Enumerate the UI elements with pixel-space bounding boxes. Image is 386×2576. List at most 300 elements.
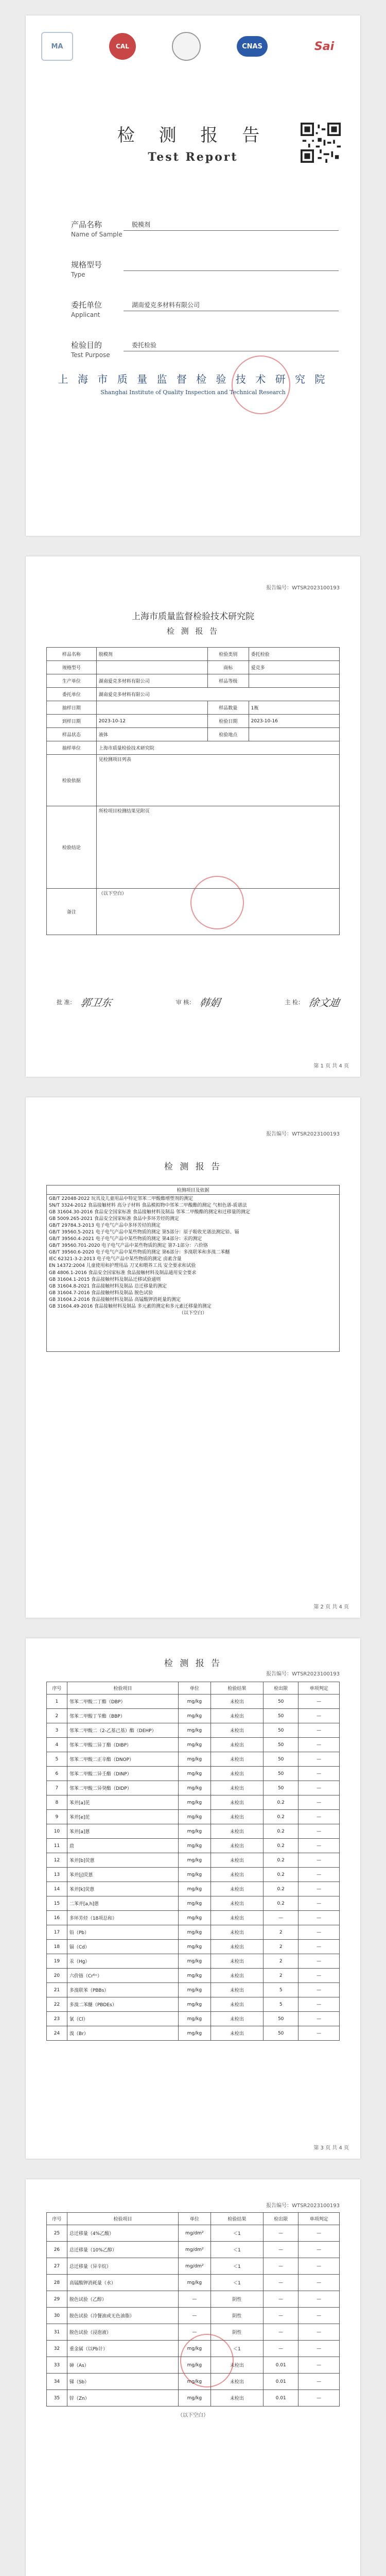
cover-org-en: Shanghai Institute of Quality Inspection and Technical Research [100,389,286,396]
table-row [47,2291,340,2308]
table-cell: 30 [47,2308,67,2324]
results-table-wrap [46,2212,340,2418]
qr-code-icon [301,123,341,163]
results-page-2 [26,2179,360,2576]
basis-table-wrap [46,1185,340,1352]
table-cell: mg/kg [179,1853,211,1868]
column-header: 检验结果 [210,2213,263,2225]
table-cell: 未检出 [210,1781,263,1795]
basis-line: GB 31604.2-2016 食品接触材料及制品 高锰酸钾消耗量的测定 [49,1297,181,1302]
table-cell: mg/kg [179,1709,211,1723]
table-cell: 2 [264,1954,299,1969]
report-number: 报告编号：WTSR2023100193 [266,2203,340,2209]
table-cell: 阴性 [210,2308,263,2324]
column-header: 单位 [179,2213,211,2225]
basis-line: EN 14372:2004 儿童使用和护理用品 刀叉和喂养工具 安全要求和试验 [49,1263,196,1269]
table-cell: 25 [47,2225,67,2242]
table-cell: 未检出 [210,1752,263,1767]
table-cell: 2 [264,1925,299,1940]
report-title: 检 测 报 告 [164,1162,222,1172]
table-cell: 高锰酸钾消耗量（水） [67,2275,178,2291]
table-row [47,2026,340,2041]
table-cell: 50 [264,2026,299,2041]
column-header: 检测项目及依据 [47,1185,340,1195]
table-cell: — [299,2357,340,2374]
table-cell: 20 [47,1969,67,1983]
table-cell: — [299,1911,340,1925]
table-cell: mg/kg [179,1997,211,2012]
table-cell: 多溴联苯（PBBs） [67,1983,178,1997]
table-cell: 砷（As） [67,2357,178,2374]
table-cell: ＜1 [210,2242,263,2258]
table-cell: 未检出 [210,2390,263,2406]
table-cell: 邻苯二甲酸二丁酯（DBP） [67,1694,178,1709]
cell-label: 备注 [47,889,97,935]
cnas-logo-text: CNAS [242,42,262,50]
table-cell: — [264,2242,299,2258]
basis-line: GB 31604.30-2016 食品安全国家标准 食品接触材料及制品 邻苯二甲酸酯的测定和迁移量的测定 [49,1210,250,1215]
table-cell: 0.2 [264,1868,299,1882]
table-cell: mg/kg [179,1940,211,1954]
basis-table [46,1185,340,1352]
table-row [47,688,340,701]
table-cell: 未检出 [210,1709,263,1723]
table-cell: ＜1 [210,2341,263,2357]
table-row [47,1868,340,1882]
table-row [47,1969,340,1983]
table-cell: mg/kg [179,1896,211,1911]
table-cell: 26 [47,2242,67,2258]
column-header: 检出限 [264,2213,299,2225]
cell-label: 抽样单位 [47,741,97,755]
table-row [47,648,340,661]
table-row [47,1767,340,1781]
table-cell: 21 [47,1983,67,1997]
cell-value: 1瓶 [249,701,339,715]
report-org-title: 上海市质量监督检验技术研究院 [132,612,254,622]
results-table-head [47,2213,340,2225]
table-row [47,2242,340,2258]
column-header: 序号 [47,2213,67,2225]
table-cell: 脱色试验（乙醇） [67,2291,178,2308]
basis-line: IEC 62321-3-2:2013 电子电气产品中某些物质的测定 卤素含量 [49,1257,182,1262]
report-number: 报告编号：WTSR2023100193 [266,1671,340,1677]
table-cell: 未检出 [210,2026,263,2041]
cell-label: 检验地点 [207,728,249,741]
cell-value: 液体 [96,728,207,741]
cell-value [249,674,339,688]
table-row [47,1997,340,2012]
table-cell: 50 [264,1723,299,1738]
table-cell: 5 [264,1997,299,2012]
cell-label: 生产单位 [47,674,97,688]
table-cell: 50 [264,1781,299,1795]
table-cell: 13 [47,1868,67,1882]
table-cell: 未检出 [210,1694,263,1709]
cell-label: 检验依据 [47,755,97,806]
table-cell: 脱色试验（冷餐油或无色油脂） [67,2308,178,2324]
page-number: 第 3 页 共 4 页 [313,2145,349,2151]
signature-role: 审 核： [176,998,195,1006]
inspection-stamp [190,876,244,929]
table-cell: mg/dm² [179,2258,211,2275]
table-cell: 0.2 [264,1810,299,1824]
table-cell: 溴（Br） [67,2026,178,2041]
results-table-wrap [46,1682,340,2041]
table-cell: 邻苯二甲酸二异丁酯（DIBP） [67,1738,178,1752]
table-cell: — [299,2341,340,2357]
table-row [47,1723,340,1738]
table-cell: 未检出 [210,1940,263,1954]
table-cell: 15 [47,1896,67,1911]
table-cell: 邻苯二甲酸二异癸酯（DIDP） [67,1781,178,1795]
table-cell: 2 [264,1969,299,1983]
table-row [47,1839,340,1853]
table-cell: — [264,2308,299,2324]
table-row [47,1853,340,1868]
basis-line: GB/T 39560.6-2020 电子电气产品中某些物质的测定 第6部分：多溴联苯和多溴二苯醚 [49,1250,230,1256]
table-cell: 5 [264,1983,299,1997]
cell-value: （以下空白） [96,889,339,935]
table-cell: 未检出 [210,1954,263,1969]
cell-label: 委托单位 [47,688,97,701]
table-cell: mg/kg [179,1954,211,1969]
table-cell: 未检出 [210,2374,263,2390]
table-cell: 0.2 [264,1882,299,1896]
table-cell: — [299,1868,340,1882]
table-cell: — [299,2291,340,2308]
column-header: 单项判定 [299,1682,340,1694]
table-cell: mg/kg [179,1694,211,1709]
cover-field-sample-name [71,219,339,259]
ma-logo-text: MA [51,42,63,50]
cell-label: 规格型号 [47,661,97,674]
table-cell: 总迁移量（异辛烷） [67,2258,178,2275]
table-cell: mg/kg [179,1839,211,1853]
table-cell: 多环芳烃（18项总和） [67,1911,178,1925]
basis-line: GB 31604.8-2021 食品接触材料及制品 总迁移量的测定 [49,1283,167,1289]
basis-cell [47,1195,340,1352]
cover-field-underline [124,230,339,231]
table-cell: 锑（Sb） [67,2374,178,2390]
table-header-row [47,1185,340,1195]
cover-page [26,15,360,536]
cell-value [249,728,339,741]
table-cell: — [299,1853,340,1868]
signature-role: 批 准： [57,998,76,1006]
table-row [47,1911,340,1925]
table-row [47,1824,340,1839]
table-cell: 苯并[k]荧蒽 [67,1882,178,1896]
table-cell: — [264,1911,299,1925]
table-cell: — [264,2341,299,2357]
table-row [47,674,340,688]
signature-inspect [285,994,340,1009]
signature-approve [57,994,112,1009]
signature-name: 徐文迪 [307,996,341,1009]
table-cell: — [299,1839,340,1853]
table-cell: 18 [47,1940,67,1954]
table-header-row [47,2213,340,2225]
table-cell: 2 [47,1709,67,1723]
table-row [47,1195,340,1352]
table-cell: mg/kg [179,2341,211,2357]
table-cell: 阴性 [210,2324,263,2341]
cell-value: 湖南爱克多材料有限公司 [96,688,339,701]
results-table [46,1682,340,2041]
table-cell: 铅（Pb） [67,1925,178,1940]
cell-label: 样品等级 [207,674,249,688]
table-row [47,1882,340,1896]
table-cell: 16 [47,1911,67,1925]
cover-organization [26,371,360,396]
table-row [47,728,340,741]
table-cell: 19 [47,1954,67,1969]
table-cell: — [299,1752,340,1767]
table-cell: — [299,1969,340,1983]
cell-value [96,661,207,674]
table-cell: mg/kg [179,1969,211,1983]
cover-field-label: 检验目的 [71,341,102,350]
table-cell: mg/kg [179,1911,211,1925]
cell-label: 样品状态 [47,728,97,741]
column-header: 检验项目 [67,2213,178,2225]
table-cell: — [299,2275,340,2291]
table-cell: 0.2 [264,1839,299,1853]
table-cell: — [264,2275,299,2291]
table-cell: — [299,2225,340,2242]
table-cell: 邻苯二甲酸二正辛酯（DNOP） [67,1752,178,1767]
cover-field-label-en: Type [71,271,85,278]
table-cell: 重金属（以Pb计） [67,2341,178,2357]
table-cell: 未检出 [210,1795,263,1810]
table-cell: — [299,1781,340,1795]
table-cell: 50 [264,1738,299,1752]
table-cell: mg/kg [179,2275,211,2291]
table-row [47,755,340,806]
cover-title-cn: 检 测 报 告 [117,125,269,146]
table-cell: mg/kg [179,1767,211,1781]
table-cell: 苯并[a]蒽 [67,1824,178,1839]
basis-line: GB/T 39560.5-2021 电子电气产品中某些物质的测定 第5部分：原子吸收光谱法测定铅、镉 [49,1230,239,1235]
table-cell: 29 [47,2291,67,2308]
cover-field-label: 规格型号 [71,260,102,269]
table-cell: 23 [47,2012,67,2026]
table-cell: 未检出 [210,1767,263,1781]
table-cell: — [299,1940,340,1954]
table-cell: — [264,2291,299,2308]
table-cell: 未检出 [210,1853,263,1868]
signature-name: 郭卫东 [79,996,113,1009]
table-cell: 5 [47,1752,67,1767]
table-cell: — [299,1810,340,1824]
table-cell: 锌（Zn） [67,2390,178,2406]
cover-field-label-en: Test Purpose [71,351,110,359]
basis-line: GB/T 39560.701-2020 电子电气产品中某些物质的测定 第7-1部分：六价铬 [49,1243,208,1249]
cell-label: 样品名称 [47,648,97,661]
table-cell: mg/dm² [179,2225,211,2242]
table-row [47,1896,340,1911]
table-cell: 3 [47,1723,67,1738]
table-header-row [47,1682,340,1694]
table-cell: — [179,2308,211,2324]
table-cell: 0.2 [264,1896,299,1911]
table-cell: 邻苯二甲酸丁苄酯（BBP） [67,1709,178,1723]
table-cell: 33 [47,2357,67,2374]
table-cell: 50 [264,2012,299,2026]
results-page-1 [26,1638,360,2159]
table-row [47,1795,340,1810]
table-cell: — [299,1997,340,2012]
basis-line: GB/T 22048-2022 玩具及儿童用品中特定邻苯二甲酸酯增塑剂的测定 [49,1196,194,1201]
column-header: 检验项目 [67,1682,178,1694]
table-cell: — [299,1723,340,1738]
table-cell: 苯并[e]芘 [67,1810,178,1824]
table-cell: — [299,2390,340,2406]
table-cell: 50 [264,1767,299,1781]
basis-line: SN/T 3324-2012 食品接触材料 高分子材料 食品模拟物中邻苯二甲酸酯的测定 气相色谱-质谱法 [49,1203,247,1209]
table-cell: 未检出 [210,1824,263,1839]
table-cell: 0.01 [264,2390,299,2406]
basis-line: GB 31604.7-2016 食品接触材料及制品 脱色试验 [49,1290,153,1296]
table-row [47,1954,340,1969]
table-cell: — [299,1738,340,1752]
table-cell: 24 [47,2026,67,2041]
sai-logo [304,33,345,60]
table-cell: mg/kg [179,1882,211,1896]
table-cell: mg/kg [179,1868,211,1882]
table-row [47,1694,340,1709]
table-cell: 总迁移量（10%乙醇） [67,2242,178,2258]
cell-label: 检验结论 [47,806,97,889]
table-cell: — [179,2291,211,2308]
table-cell: — [299,1709,340,1723]
column-header: 检验结果 [210,1682,263,1694]
cover-field-value: 湖南爱克多材料有限公司 [132,301,200,309]
table-cell: — [299,1954,340,1969]
results-table-body [47,1694,340,2041]
table-cell: 2 [264,1940,299,1954]
cover-field-label: 委托单位 [71,300,102,310]
table-cell: 未检出 [210,1723,263,1738]
table-cell: 未检出 [210,1839,263,1853]
table-cell: — [299,1795,340,1810]
results-table-head [47,1682,340,1694]
table-cell: 未检出 [210,1997,263,2012]
table-cell: — [179,2324,211,2341]
cell-value: 委托检验 [249,648,339,661]
table-cell: 未检出 [210,1738,263,1752]
table-cell: 17 [47,1925,67,1940]
report-title: 检 测 报 告 [164,1658,222,1669]
basis-table-body [47,1195,340,1352]
cover-org-cn: 上 海 市 质 量 监 督 检 验 技 术 研 究 院 [58,373,328,385]
table-cell: 34 [47,2374,67,2390]
table-cell: mg/kg [179,1752,211,1767]
table-cell: 镉（Cd） [67,1940,178,1954]
cell-label: 样品数量 [207,701,249,715]
ma-logo [41,32,73,61]
table-cell: — [299,1896,340,1911]
table-cell: mg/dm² [179,2242,211,2258]
table-cell: 11 [47,1839,67,1853]
table-cell: 10 [47,1824,67,1839]
table-cell: 0.2 [264,1824,299,1839]
table-cell: 䓛 [67,1839,178,1853]
table-cell: 28 [47,2275,67,2291]
basis-line: GB 5009.265-2021 食品安全国家标准 食品中多环芳烃的测定 [49,1216,179,1222]
table-cell: ＜1 [210,2275,263,2291]
table-row [47,741,340,755]
table-cell: — [299,2374,340,2390]
table-cell: mg/kg [179,2026,211,2041]
table-cell: mg/kg [179,1810,211,1824]
table-cell: — [299,2308,340,2324]
table-cell: 脱色试验（浸泡液） [67,2324,178,2341]
table-row [47,1810,340,1824]
table-cell: — [299,1925,340,1940]
cal-logo-text: CAL [116,43,129,50]
report-title: 检 测 报 告 [166,626,220,636]
table-cell: 0.01 [264,2357,299,2374]
signature-review [176,994,221,1009]
cell-label: 检验日期 [207,715,249,728]
table-cell: 未检出 [210,1882,263,1896]
table-cell: mg/kg [179,1983,211,1997]
table-cell: mg/kg [179,1925,211,1940]
signature-name: 韩娟 [198,996,222,1009]
table-row [47,1738,340,1752]
table-cell: 苯并[b]荧蒽 [67,1853,178,1868]
table-row [47,1940,340,1954]
table-cell: — [299,2026,340,2041]
table-cell: — [264,2258,299,2275]
column-header: 单位 [179,1682,211,1694]
table-row [47,806,340,889]
test-basis-page [26,1097,360,1618]
table-cell: 未检出 [210,2012,263,2026]
table-cell: 未检出 [210,1969,263,1983]
table-row [47,1781,340,1795]
basis-line: （以下空白） [179,1310,207,1316]
basis-line: GB/T 39560.4-2021 电子电气产品中某些物质的测定 第4部分：汞的测定 [49,1236,202,1242]
basis-line: GB 31604.1-2015 食品接触材料及制品迁移试验通则 [49,1277,161,1282]
cell-value [96,701,207,715]
table-row [47,1925,340,1940]
cover-field-applicant [71,299,339,340]
table-cell: mg/kg [179,1723,211,1738]
table-cell: 8 [47,1795,67,1810]
table-cell: 22 [47,1997,67,2012]
table-row [47,1752,340,1767]
table-row [47,2390,340,2406]
table-cell: — [299,1694,340,1709]
table-cell: 9 [47,1810,67,1824]
signature-role: 主 检： [285,998,304,1006]
table-row [47,715,340,728]
basis-line: GB 31604.49-2016 食品接触材料及制品 多元素的测定和多元素迁移量的测定 [49,1303,212,1309]
table-cell: 苯并[a]芘 [67,1795,178,1810]
cell-value: 爱克多 [249,661,339,674]
table-cell: — [264,2324,299,2341]
table-cell: — [299,1824,340,1839]
table-cell: mg/kg [179,2357,211,2374]
table-cell: — [299,1882,340,1896]
table-cell: 14 [47,1882,67,1896]
table-cell: mg/kg [179,1824,211,1839]
table-cell: 27 [47,2258,67,2275]
table-cell: mg/kg [179,1795,211,1810]
